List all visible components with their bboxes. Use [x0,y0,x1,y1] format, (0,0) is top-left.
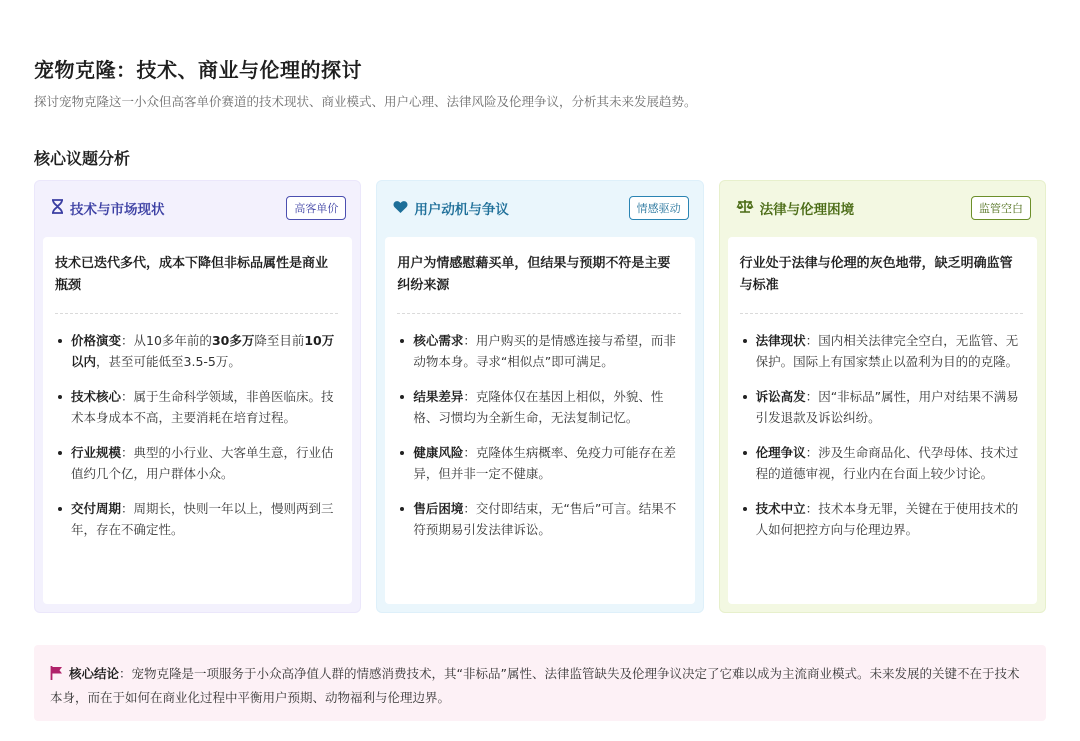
point-label: 伦理争议 [755,445,806,460]
list-item [740,386,1023,428]
list-item [55,498,338,540]
list-item [397,330,680,372]
point-text: ，甚至可能低至3.5-5万。 [96,354,241,369]
point-label: 法律现状 [755,333,806,348]
card-legal-ethics [719,180,1046,613]
point-text: 克隆体生病概率、免疫力可能存在差异，但并非一定不健康。 [413,445,676,481]
divider [397,313,680,314]
point-label: 售后困境 [413,501,464,516]
point-text: 10万以内 [71,333,335,369]
list-item [740,498,1023,540]
point-sep: ： [805,501,819,516]
page-subtitle: 探讨宠物克隆这一小众但高客单价赛道的技术现状、商业模式、用户心理、法律风险及伦理争议，分析其未来发展趋势。 [34,94,697,109]
point-label: 行业规模 [71,445,122,460]
point-sep: ： [463,333,476,348]
divider [740,313,1023,314]
point-label: 交付周期 [71,501,122,516]
point-text: 周期长，快则一年以上，慢则两到三年，存在不确定性。 [71,501,334,537]
point-sep: ： [805,445,819,460]
point-sep: ： [463,389,476,404]
section-title: 核心议题分析 [34,149,131,168]
card-headline: 行业处于法律与伦理的灰色地带，缺乏明确监管与标准 [739,256,1013,293]
card-body [385,237,694,604]
card-tech-market [34,180,361,613]
point-text: 涉及生命商品化、代孕母体、技术过程的道德审视，行业内在台面上较少讨论。 [755,445,1019,481]
point-sep: ： [121,389,134,404]
list-item [55,330,338,372]
point-text: 用户购买的是情感连接与希望，而非动物本身。寻求“相似点”即可满足。 [413,333,676,369]
point-list [740,330,1023,540]
point-label: 技术中立 [755,501,806,516]
point-text: 克隆体仅在基因上相似，外貌、性格、习惯均为全新生命，无法复制记忆。 [413,389,664,425]
conclusion-box [34,645,1046,721]
point-label: 健康风险 [413,445,464,460]
list-item [55,386,338,428]
point-text: 因“非标品”属性，用户对结果不满易引发退款及诉讼纠纷。 [755,389,1019,425]
card-header [728,189,1037,227]
card-header [43,189,352,227]
point-list [55,330,338,540]
point-label: 诉讼高发 [755,389,806,404]
point-text: 典型的小行业、大客单生意，行业估值约几个亿，用户群体小众。 [71,445,334,481]
point-text: 交付即结束，无“售后”可言。结果不符预期易引发法律诉讼。 [413,501,677,537]
page-title: 宠物克隆：技术、商业与伦理的探讨 [34,58,362,82]
flag-icon [50,665,63,687]
point-sep: ： [805,333,819,348]
point-list [397,330,680,540]
card-title: 技术与市场现状 [70,202,165,218]
point-label: 价格演变 [71,333,122,348]
list-item [55,442,338,484]
card-header [385,189,694,227]
point-text: 国内相关法律完全空白，无监管、无保护。国际上有国家禁止以盈利为目的的克隆。 [755,333,1019,369]
card-user-motivation [376,180,703,613]
list-item [740,330,1023,372]
card-title: 法律与伦理困境 [759,202,855,218]
divider [55,313,338,314]
card-headline: 用户为情感慰藉买单，但结果与预期不符是主要纠纷来源 [397,256,671,293]
point-sep: ： [121,501,134,516]
card-headline: 技术已迭代多代，成本下降但非标品属性是商业瓶颈 [55,256,329,293]
card-body [728,237,1037,604]
list-item [397,386,680,428]
list-item [397,442,680,484]
card-badge: 监管空白 [971,196,1031,220]
cards-row [34,180,1046,613]
point-label: 技术核心 [71,389,122,404]
list-item [740,442,1023,484]
scale-icon [736,199,754,218]
point-sep: ： [121,445,134,460]
heart-icon [393,199,408,218]
point-label: 结果差异 [413,389,464,404]
point-sep: ： [463,501,476,516]
card-badge: 高客单价 [286,196,346,220]
card-title: 用户动机与争议 [414,202,509,218]
card-body [43,237,352,604]
point-text: 降至目前 [254,333,305,348]
point-text: 30多万 [211,333,255,348]
conclusion-sep: ： [119,666,132,681]
point-sep: ： [121,333,134,348]
card-badge: 情感驱动 [629,196,689,220]
point-sep: ： [805,389,819,404]
point-text: 属于生命科学领域，非兽医临床。技术本身成本不高，主要消耗在培育过程。 [71,389,334,425]
point-text: 从10多年前的 [133,333,212,348]
list-item [397,498,680,540]
point-sep: ： [463,445,476,460]
conclusion-label: 核心结论 [69,666,120,681]
conclusion-text: 宠物克隆是一项服务于小众高净值人群的情感消费技术，其“非标品”属性、法律监管缺失及伦理争议决定了它难以成为主流商业模式。未来发展的关键不在于技术本身，而在于如何在商业化过程中平衡用户预期、动物福利与伦理边界。 [50,666,1020,705]
point-label: 核心需求 [413,333,464,348]
hourglass-icon [51,199,64,218]
point-text: 技术本身无罪，关键在于使用技术的人如何把控方向与伦理边界。 [755,501,1019,537]
